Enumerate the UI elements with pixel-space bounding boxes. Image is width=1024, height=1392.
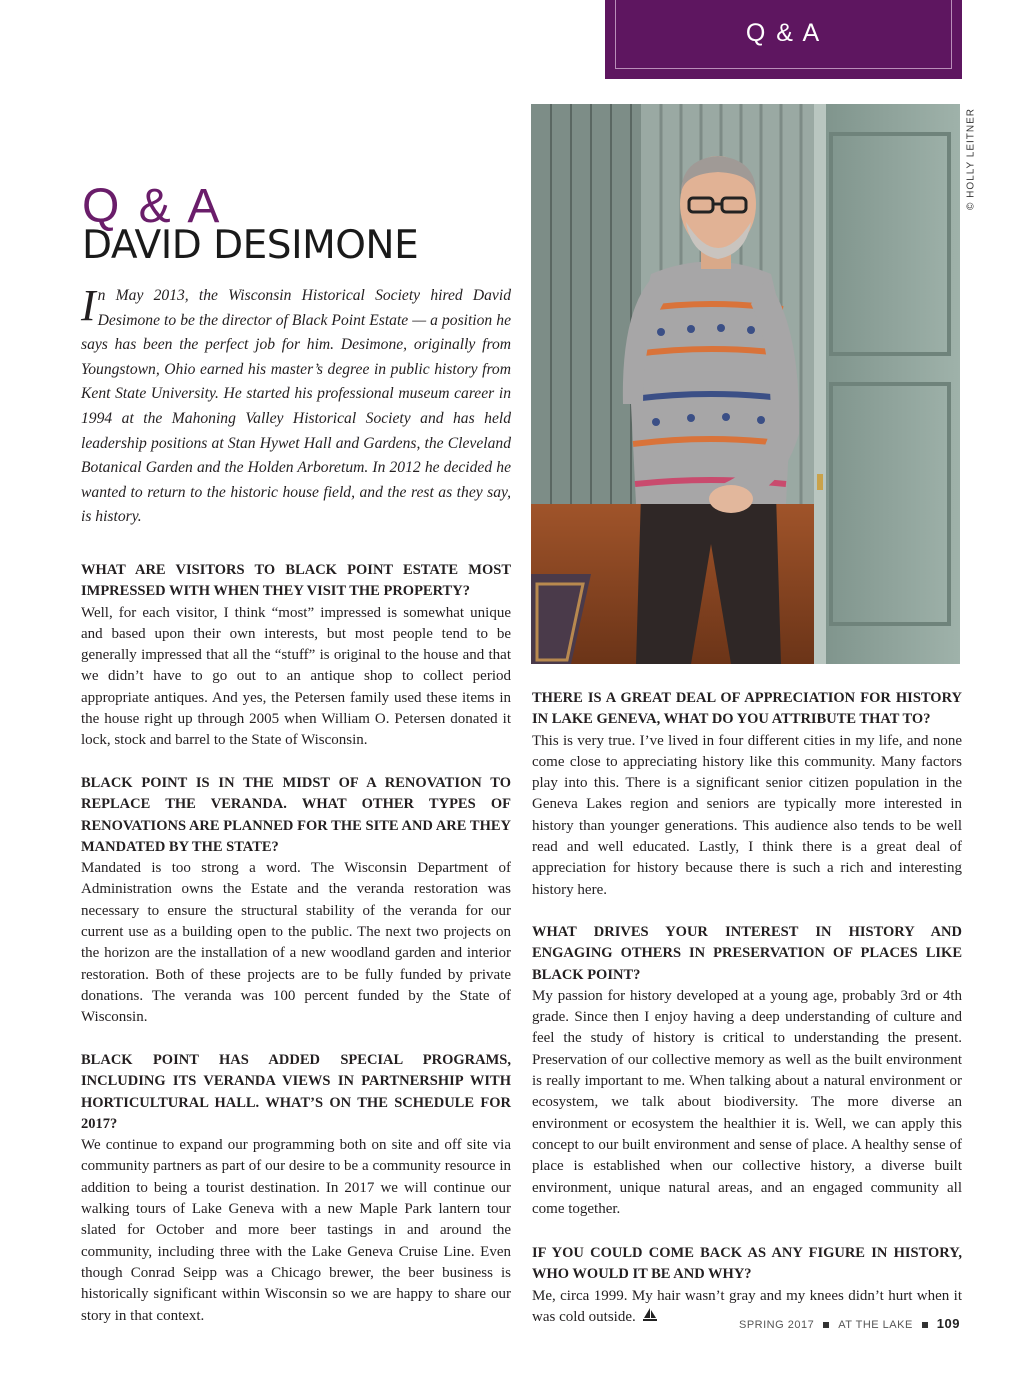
question: BLACK POINT IS IN THE MIDST OF A RENOVATION TO REPLACE THE VERANDA. WHAT OTHER TYPES OF RENOVATIONS ARE PLANNED FOR THE SITE AND ARE THEY MANDATED BY THE STATE? (81, 775, 511, 855)
question: WHAT DRIVES YOUR INTEREST IN HISTORY AND ENGAGING OTHERS IN PRESERVATION OF PLACES LIKE BLACK POINT? (532, 924, 962, 983)
answer: My passion for history developed at a young age, probably 3rd or 4th grade. Since then I enjoy having a deep understanding of culture and feel the study of history is critical to understanding the present. Preservation of our collective memory as well as the built environment is really important to me. When talking about a natural environment or ecosystem, we talk about biodiversity. The more diverse an environment or ecosystem the healthier it is. Well, we can apply this concept to our built environment and sense of place. A healthy sense of place is established when our collective history, a diverse built environment, unique natural areas, and an engaged community all come together. (532, 987, 962, 1217)
section-tab (605, 0, 962, 79)
square-bullet-icon (823, 1322, 829, 1328)
footer-magazine: AT THE LAKE (838, 1319, 913, 1331)
intro-text: n May 2013, the Wisconsin Historical Society hired David Desimone to be the director of Black Point Estate — a position he says has been the perfect job for him. Desimone, originally from Youngstown, Ohio earned his master’s degree in public history from Kent State University. He started his professional museum career in 1994 at the Mahoning Valley Historical Society and has held leadership positions at Stan Hywet Hall and Gardens, the Cleveland Botanical Garden and the Holden Arboretum. In 2012 he decided he wanted to return to the historic house field, and the rest as they say, is history. (81, 287, 511, 526)
qa-block (532, 922, 962, 1220)
article-kicker: Q & A (82, 180, 223, 233)
question: WHAT ARE VISITORS TO BLACK POINT ESTATE MOST IMPRESSED WITH WHEN THEY VISIT THE PROPERTY? (81, 562, 511, 600)
photo-credit-text: © HOLLY LEITNER (965, 107, 977, 211)
footer-issue: SPRING 2017 (739, 1319, 815, 1331)
question: THERE IS A GREAT DEAL OF APPRECIATION FOR HISTORY IN LAKE GENEVA, WHAT DO YOU ATTRIBUTE THAT TO? (532, 690, 962, 728)
question: BLACK POINT HAS ADDED SPECIAL PROGRAMS, INCLUDING ITS VERANDA VIEWS IN PARTNERSHIP WITH HORTICULTURAL HALL. WHAT’S ON THE SCHEDULE FOR 2017? (81, 1052, 511, 1132)
portrait-illustration (531, 104, 960, 664)
question: IF YOU COULD COME BACK AS ANY FIGURE IN HISTORY, WHO WOULD IT BE AND WHY? (532, 1245, 962, 1283)
answer: Well, for each visitor, I think “most” impressed is somewhat unique and based upon their own interests, but most people tend to be generally impressed that all the “stuff” is original to the house and that we didn’t have to go out to an antique shop to collect period appropriate antiques. And yes, the Petersen family used these items in the house right up through 2005 when William O. Petersen donated it lock, stock and barrel to the State of Wisconsin. (81, 604, 511, 749)
square-bullet-icon (922, 1322, 928, 1328)
sailboat-icon (642, 1307, 658, 1330)
qa-block (81, 560, 511, 752)
answer: Mandated is too strong a word. The Wisconsin Department of Administration owns the Estate and the veranda restoration was necessary to ensure the structural stability of the veranda for our current use as a building open to the public. The next two projects on the horizon are the installation of a new woodland garden and interior restoration. Both of these projects are to be fully funded by private donations. The veranda was 100 percent funded by the State of Wisconsin. (81, 860, 511, 1026)
intro-paragraph (81, 281, 511, 530)
qa-block (81, 773, 511, 1029)
qa-block (532, 688, 962, 901)
section-tab-label: Q & A (615, 0, 952, 69)
portrait-photo (531, 104, 960, 664)
photo-credit (962, 104, 980, 214)
answer: Me, circa 1999. My hair wasn’t gray and my knees didn’t hurt when it was cold outside. (532, 1287, 962, 1325)
drop-cap: I (81, 281, 96, 330)
qa-block (81, 1050, 511, 1327)
answer: This is very true. I’ve lived in four different cities in my life, and none come close to appreciating history like this community. Many factors play into this. There is a significant senior citizen population in the Geneva Lakes region and seniors are typically more interested in history than younger generations. This audience also tends to be well read and well educated. Lastly, I think there is a great deal of appreciation for history because there is such a rich and interesting history here. (532, 732, 962, 898)
answer: We continue to expand our programming both on site and off site via community partners as part of our desire to be a community resource in addition to being a tourist destination. In 2017 we will continue our walking tours of Lake Geneva with a new Maple Park lantern tour slated for October and more beer tastings in and around the community, including three with the Lake Geneva Cruise Line. Even though Conrad Seipp was a Chicago brewer, the beer business is historically significant within Wisconsin so we are happy to share our story in that context. (81, 1137, 511, 1324)
article-title: DAVID DESIMONE (82, 223, 419, 268)
page-footer (700, 1316, 960, 1331)
page-number: 109 (936, 1316, 960, 1331)
